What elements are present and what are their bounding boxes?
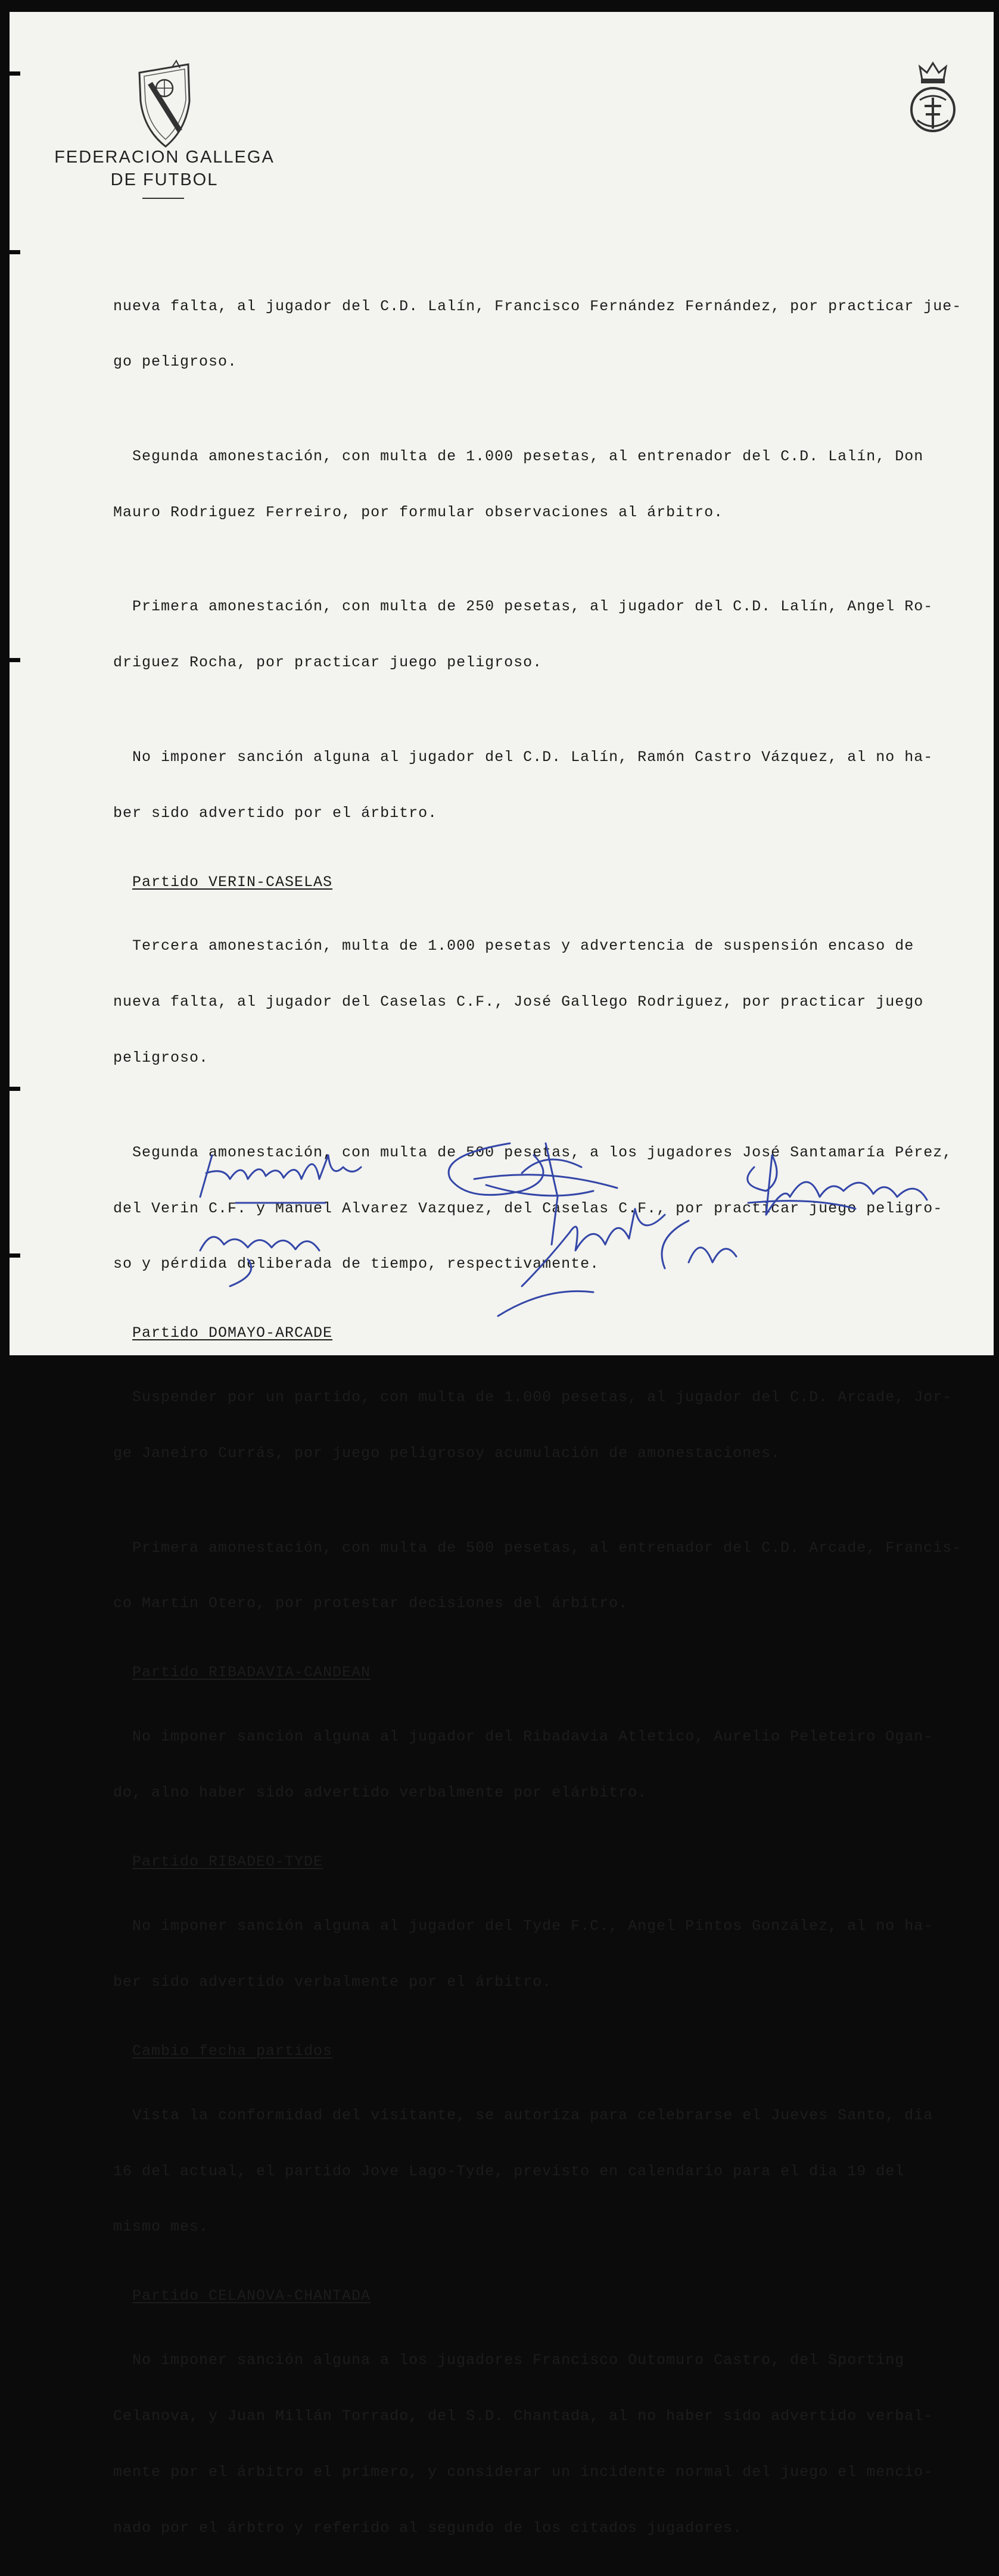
text-line: mismo mes. bbox=[113, 2218, 209, 2236]
text-line: driguez Rocha, por practicar juego peligroso. bbox=[113, 654, 543, 672]
text-line: ber sido advertido por el árbitro. bbox=[113, 804, 438, 822]
section-domayo-arcade bbox=[113, 1324, 983, 1650]
text-line: Mauro Rodriguez Ferreiro, por formular observaciones al árbitro. bbox=[113, 503, 724, 521]
text-line: peligroso. bbox=[113, 1049, 209, 1067]
section-heading: Partido RIBADEO-TYDE bbox=[132, 1853, 323, 1871]
text-line: Primera amonestación, con multa de 250 pesetas, al jugador del C.D. Lalín, Angel Ro- bbox=[113, 598, 933, 616]
crowned-rfef-emblem-icon bbox=[907, 58, 959, 136]
federation-name-line1: FEDERACION GALLEGA bbox=[54, 148, 275, 167]
section-heading: Partido VERIN-CASELAS bbox=[132, 873, 333, 891]
text-line: mente por el árbitro el primero, y considerar un incidente normal del juego el mencio- bbox=[113, 2463, 933, 2481]
text-line: 16 del actual, el partido Jove Lago-Tyde, previsto en calendario para el dia 19 del bbox=[113, 2162, 905, 2180]
section-heading: Partido RIBADAVIA-CANDEAN bbox=[132, 1664, 371, 1682]
letterhead-rule bbox=[142, 198, 184, 199]
text-line: No imponer sanción alguna al jugador del Tyde F.C., Angel Pintos González, al no ha- bbox=[113, 1917, 933, 1935]
federation-name-line2: DE FUTBOL bbox=[110, 170, 219, 189]
paragraph bbox=[113, 710, 983, 859]
paragraph bbox=[113, 560, 983, 709]
text-line: Segunda amonestación, con multa de 500 pesetas, a los jugadores José Santamaría Pérez, bbox=[113, 1143, 953, 1161]
federation-shield-icon bbox=[136, 60, 193, 149]
text-line: co Martin Otero, por protestar decisiones del árbitro. bbox=[113, 1595, 628, 1613]
document-page bbox=[10, 12, 994, 2537]
document-body bbox=[113, 260, 983, 2576]
text-line: Segunda amonestación, con multa de 1.000 pesetas, al entrenador del C.D. Lalín, Don bbox=[113, 447, 924, 465]
paragraph bbox=[113, 900, 983, 1105]
section-ribadeo-tyde bbox=[113, 1853, 983, 2029]
text-line: ge Janeiro Currás, por juego peligrosoy acumulación de amonestaciones. bbox=[113, 1445, 781, 1462]
section-heading: Cambio fecha partidos bbox=[132, 2042, 333, 2060]
paragraph bbox=[113, 2069, 983, 2274]
binder-tab bbox=[10, 1087, 20, 1091]
handwritten-signatures-icon bbox=[188, 1143, 963, 1340]
text-line: nueva falta, al jugador del Caselas C.F., José Gallego Rodriguez, por practicar juego bbox=[113, 993, 924, 1011]
paragraph bbox=[113, 260, 983, 408]
text-line: Suspender por un partido, con multa de 1.000 pesetas, al jugador del C.D. Arcade, Jor- bbox=[113, 1389, 953, 1406]
paragraph bbox=[113, 1351, 983, 1500]
text-line: so y pérdida deliberada de tiempo, respectivamente. bbox=[113, 1255, 600, 1273]
federation-name bbox=[33, 146, 295, 191]
paragraph bbox=[113, 1879, 983, 2028]
text-line: ber sido advertido verbalmente por el árbitro. bbox=[113, 1973, 552, 1991]
paragraph bbox=[113, 410, 983, 559]
paragraph bbox=[113, 2314, 983, 2575]
section-heading: Partido CELANOVA-CHANTADA bbox=[132, 2287, 371, 2305]
section-heading: Partido DOMAYO-ARCADE bbox=[132, 1324, 333, 1342]
text-line: go peligroso. bbox=[113, 353, 238, 371]
text-line: nueva falta, al jugador del C.D. Lalín, Francisco Fernández Fernández, por practicar jue- bbox=[113, 297, 962, 315]
text-line: nado por el árbtro y referido al segundo de los citados jugadores. bbox=[113, 2519, 743, 2537]
text-line: Vista la conformidad del visitante, se autoriza para celebrarse el Jueves Santo, dia bbox=[113, 2106, 933, 2124]
text-line: Celanova, y Juan Millán Torrado, del S.D. Chantada, al no haber sido advertido verbal- bbox=[113, 2407, 933, 2425]
text-line: del Verin C.F. y Manuel Alvarez Vazquez, del Caselas C.F., por practicar juego peligro- bbox=[113, 1199, 943, 1217]
text-line: No imponer sanción alguna a los jugadores Francisco Outomuro Castro, del Sporting bbox=[113, 2352, 905, 2369]
text-line: do, alno haber sido advertido verbalmente por elárbitro. bbox=[113, 1784, 648, 1802]
binder-tab bbox=[10, 1253, 20, 1258]
section-ribadavia-candean bbox=[113, 1663, 983, 1839]
section-celanova-chantada bbox=[113, 2287, 983, 2574]
binder-tab bbox=[10, 71, 20, 76]
text-line: Tercera amonestación, multa de 1.000 pesetas y advertencia de suspensión encaso de bbox=[113, 937, 914, 955]
binder-tab bbox=[10, 250, 20, 254]
intro-block bbox=[113, 260, 983, 860]
text-line: Primera amonestación, con multa de 500 pesetas, al entrenador del C.D. Arcade, Francis- bbox=[113, 1539, 962, 1557]
section-cambio-fecha bbox=[113, 2042, 983, 2274]
text-line: No imponer sanción alguna al jugador del Ribadavia Atletico, Aurelio Peleteiro Ogan- bbox=[113, 1728, 933, 1746]
paragraph bbox=[113, 1501, 983, 1650]
binder-tab bbox=[10, 658, 20, 662]
paragraph bbox=[113, 1691, 983, 1839]
text-line: No imponer sanción alguna al jugador del C.D. Lalín, Ramón Castro Vázquez, al no ha- bbox=[113, 748, 933, 766]
